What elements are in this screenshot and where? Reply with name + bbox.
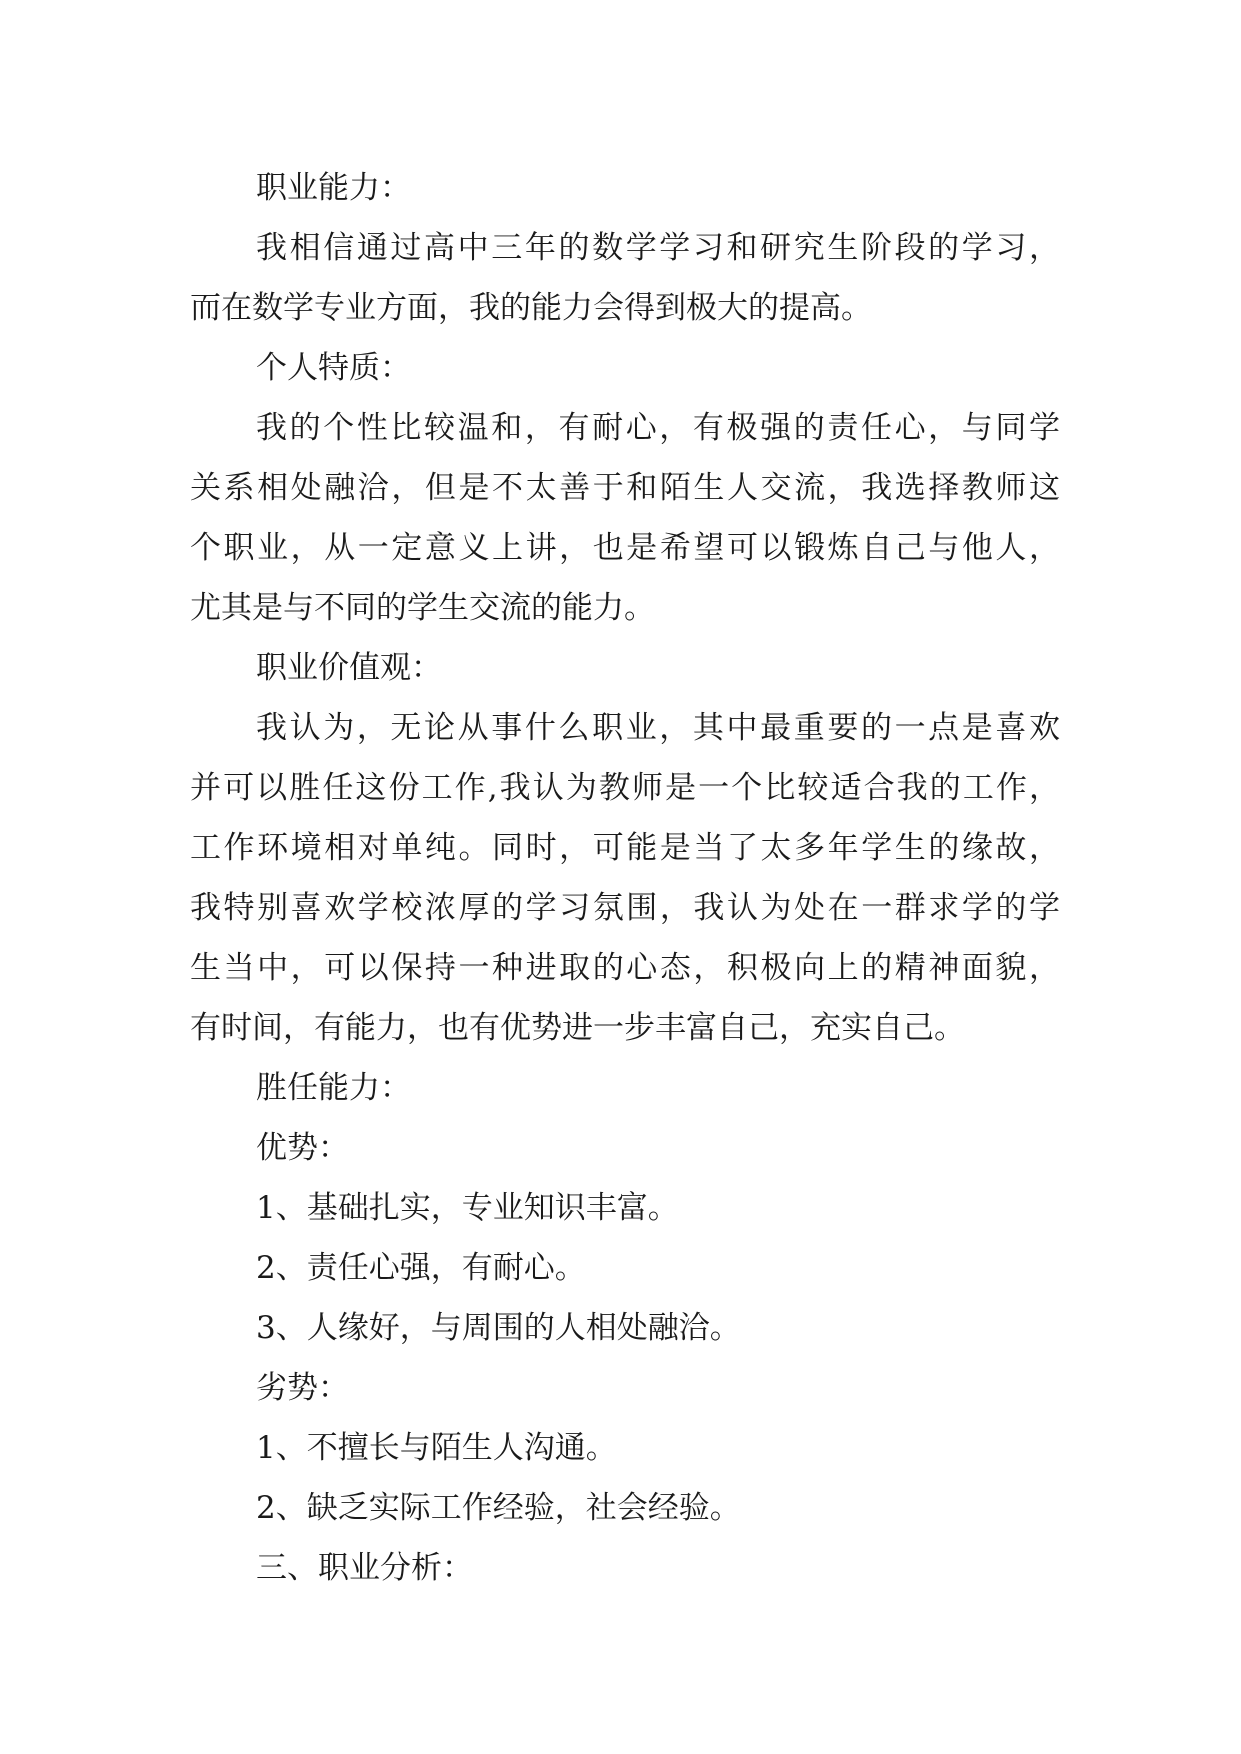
career-analysis-heading: 三、职业分析： xyxy=(256,1550,473,1586)
paragraph-line: 有时间，有能力，也有优势进一步丰富自己，充实自己。 xyxy=(190,1010,965,1046)
paragraph-line: 我认为，无论从事什么职业，其中最重要的一点是喜欢 xyxy=(256,710,1060,746)
section-career-ability xyxy=(190,158,1060,338)
strength-item: 1、基础扎实，专业知识丰富。 xyxy=(256,1190,679,1226)
paragraph-line: 个职业，从一定意义上讲，也是希望可以锻炼自己与他人， xyxy=(190,530,1060,566)
paragraph-line: 工作环境相对单纯。同时，可能是当了太多年学生的缘故， xyxy=(190,830,1060,866)
section-heading: 个人特质： xyxy=(256,350,411,386)
weaknesses-heading: 劣势： xyxy=(256,1370,349,1406)
paragraph-line: 尤其是与不同的学生交流的能力。 xyxy=(190,590,655,626)
paragraph-line: 而在数学专业方面，我的能力会得到极大的提高。 xyxy=(190,290,872,326)
paragraph-line: 关系相处融洽，但是不太善于和陌生人交流，我选择教师这 xyxy=(190,470,1060,506)
paragraph-line: 我特别喜欢学校浓厚的学习氛围，我认为处在一群求学的学 xyxy=(190,890,1060,926)
section-heading: 胜任能力： xyxy=(256,1070,411,1106)
section-competence xyxy=(190,1058,1060,1538)
section-heading: 职业价值观： xyxy=(256,650,442,686)
document-page xyxy=(190,158,1060,1598)
strength-item: 3、人缘好，与周围的人相处融洽。 xyxy=(256,1310,741,1346)
paragraph-line: 我的个性比较温和，有耐心，有极强的责任心，与同学 xyxy=(256,410,1060,446)
strengths-heading: 优势： xyxy=(256,1130,349,1166)
weakness-item: 1、不擅长与陌生人沟通。 xyxy=(256,1430,617,1466)
section-personal-traits xyxy=(190,338,1060,638)
section-heading: 职业能力： xyxy=(256,170,411,206)
paragraph-line: 我相信通过高中三年的数学学习和研究生阶段的学习， xyxy=(256,230,1060,266)
paragraph-line: 生当中，可以保持一种进取的心态，积极向上的精神面貌， xyxy=(190,950,1060,986)
weakness-item: 2、缺乏实际工作经验，社会经验。 xyxy=(256,1490,741,1526)
section-career-values xyxy=(190,638,1060,1058)
strength-item: 2、责任心强，有耐心。 xyxy=(256,1250,586,1286)
paragraph-line: 并可以胜任这份工作,我认为教师是一个比较适合我的工作， xyxy=(190,770,1060,806)
